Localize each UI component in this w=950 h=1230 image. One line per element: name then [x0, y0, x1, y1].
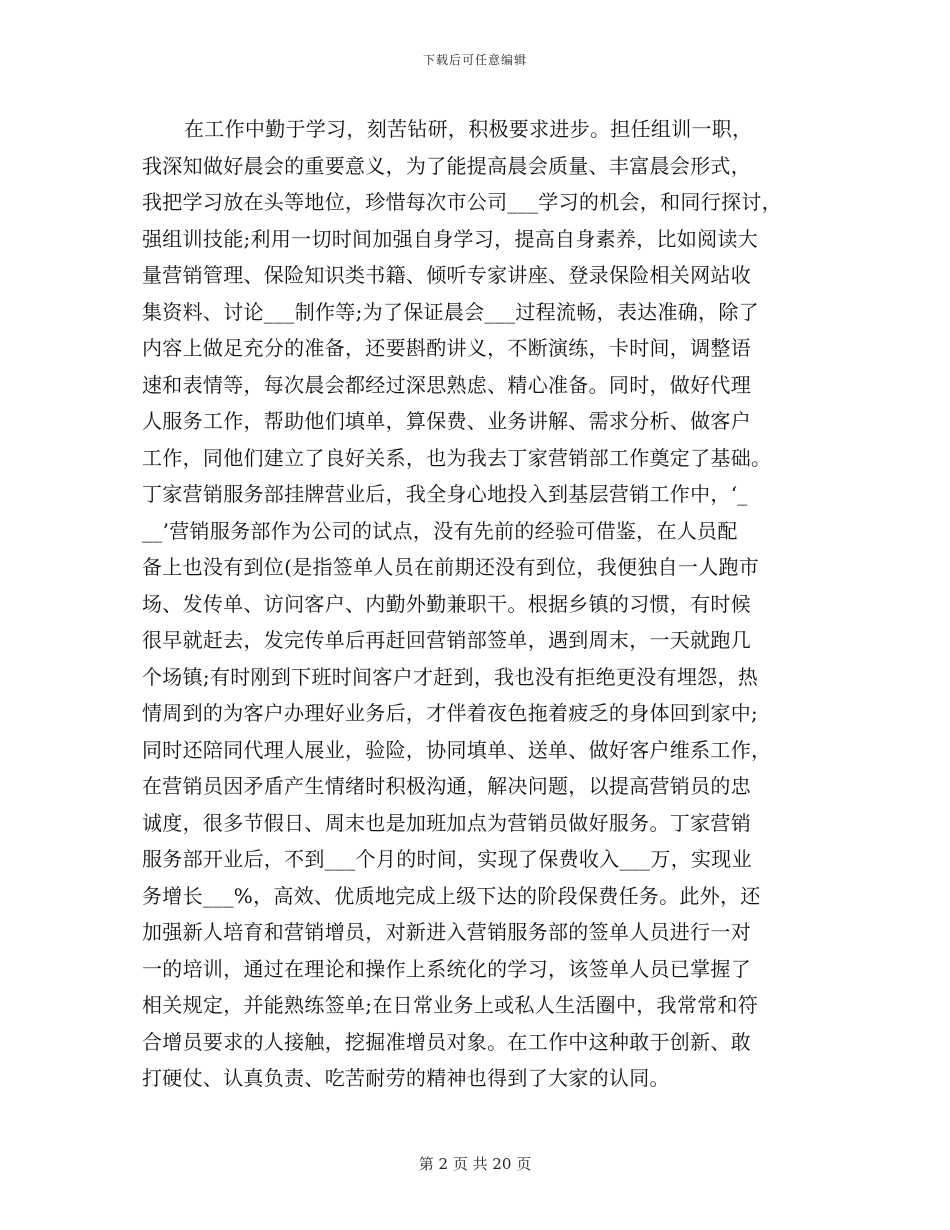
text-line: 诚度，很多节假日、周末也是加班加点为营销员做好服务。丁家营销 [142, 810, 751, 835]
text-line: 备上也没有到位(是指签单人员在前期还没有到位，我便独自一人跑市 [142, 555, 760, 579]
text-line: 在工作中勤于学习，刻苦钻研，积极要求进步。担任组训一职， [184, 117, 753, 141]
page-header: 下载后可任意编辑 [422, 53, 527, 67]
text-line: 很早就赶去，发完传单后再赶回营销部签单，遇到周末，一天就跑几 [142, 628, 751, 652]
text-line: 在营销员因矛盾产生情绪时积极沟通，解决问题，以提高营销员的忠 [142, 774, 751, 798]
text-line: 同时还陪同代理人展业，验险，协同填单、送单、做好客户维系工作， [142, 737, 772, 762]
text-line: 丁家营销服务部挂牌营业后，我全身心地投入到基层营销工作中，‘_ [142, 482, 748, 506]
text-line: 我深知做好晨会的重要意义，为了能提高晨会质量、丰富晨会形式， [142, 153, 751, 178]
text-line: 内容上做足充分的准备，还要斟酌讲义，不断演练，卡时间，调整语 [142, 336, 751, 360]
text-line: 我把学习放在头等地位，珍惜每次市公司___学习的机会，和同行探讨， [142, 190, 782, 214]
text-line: 打硬仗、认真负责、吃苦耐劳的精神也得到了大家的认同。 [142, 1066, 670, 1090]
text-line: __’营销服务部作为公司的试点，没有先前的经验可借鉴，在人员配 [142, 518, 738, 543]
text-line: 一的培训，通过在理论和操作上系统化的学习，该签单人员已掌握了 [142, 956, 751, 981]
text-line: 人服务工作，帮助他们填单，算保费、业务讲解、需求分析、做客户 [142, 409, 751, 433]
page-number-footer: 第 2 页 共 20 页 [418, 1155, 532, 1173]
text-line: 加强新人培育和营销增员，对新进入营销服务部的签单人员进行一对 [142, 920, 751, 944]
text-line: 量营销管理、保险知识类书籍、倾听专家讲座、登录保险相关网站收 [142, 263, 751, 287]
text-line: 合增员要求的人接触，挖掘准增员对象。在工作中这种敢于创新、敢 [142, 1029, 751, 1054]
text-line: 相关规定，并能熟练签单;在日常业务上或私人生活圈中，我常常和符 [142, 993, 759, 1017]
text-line: 强组训技能;利用一切时间加强自身学习，提高自身素养，比如阅读大 [142, 226, 759, 251]
text-line: 集资料、讨论___制作等;为了保证晨会___过程流畅，表达准确，除了 [142, 299, 759, 324]
text-line: 速和表情等，每次晨会都经过深思熟虑、精心准备。同时，做好代理 [142, 372, 751, 397]
text-line: 场、发传单、访问客户、内勤外勤兼职干。根据乡镇的习惯，有时候 [142, 591, 751, 616]
text-line: 服务部开业后，不到___个月的时间，实现了保费收入___万，实现业 [142, 847, 752, 871]
body-paragraph [142, 111, 822, 1097]
text-line: 工作，同他们建立了良好关系，也为我去丁家营销部工作奠定了基础。 [142, 445, 772, 470]
text-line: 个场镇;有时刚到下班时间客户才赶到，我也没有拒绝更没有埋怨，热 [142, 664, 759, 689]
text-line: 务增长___%，高效、优质地完成上级下达的阶段保费任务。此外，还 [142, 883, 761, 908]
text-line: 情周到的为客户办理好业务后，才伴着夜色拖着疲乏的身体回到家中; [142, 701, 759, 725]
